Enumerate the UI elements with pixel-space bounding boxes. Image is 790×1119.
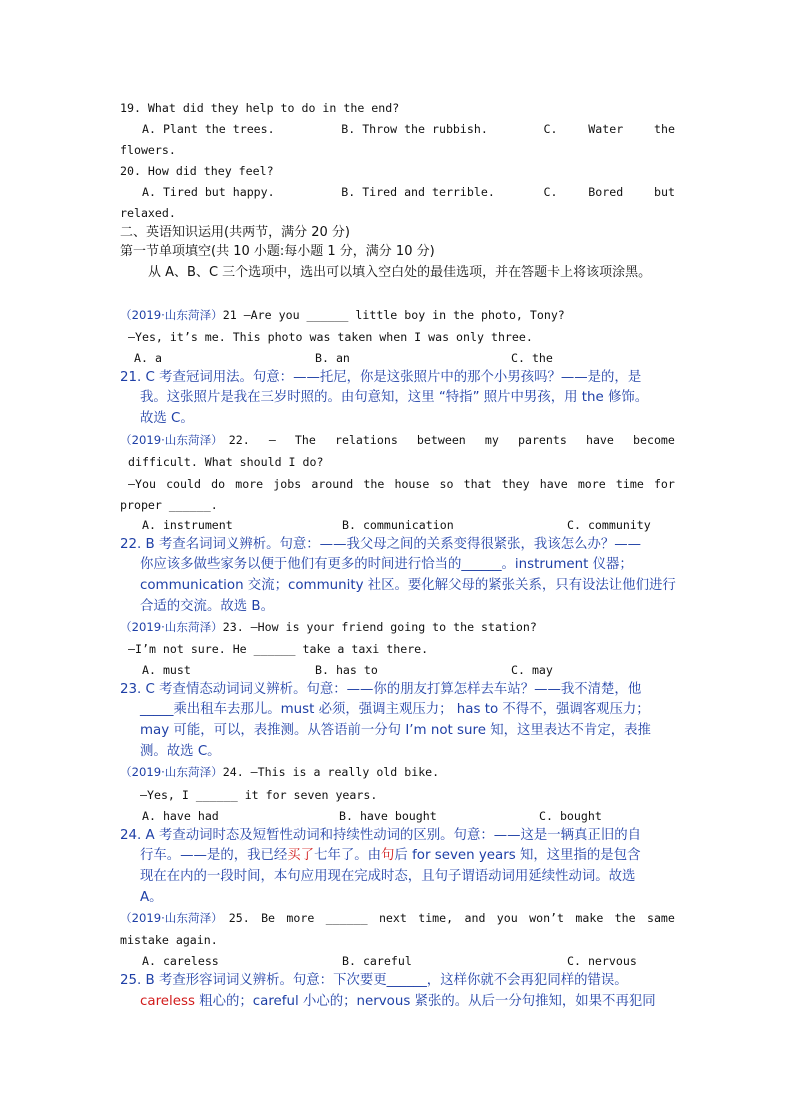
question-21-reply: —Yes, it’s me. This photo was taken when I was only three. [128, 330, 533, 344]
explanation-24-line3: 现在在内的一段时间，本句应用现在完成时态，且句子谓语动词用延续性动词。故选 [140, 869, 636, 884]
question-22-options [120, 516, 675, 534]
question-24-reply: —Yes, I ______ it for seven years. [140, 788, 378, 802]
source-tag: （2019·山东菏泽） [120, 911, 223, 925]
option-c: C. Bored but [543, 185, 675, 199]
question-25-options [120, 952, 675, 970]
source-tag: （2019·山东菏泽） [120, 620, 223, 634]
question-stem: 21 —Are you ______ little boy in the photo, Tony? [222, 308, 565, 322]
question-stem: 24. —This is a really old bike. [222, 765, 440, 779]
explanation-24-line2: 行车。——是的，我已经买了七年了。由句后 for seven years 知，这里指的是包含 [140, 848, 641, 863]
option-b: B. have bought [339, 809, 437, 823]
highlight-red: 句 [381, 848, 395, 863]
option-a: A. have had [142, 809, 219, 823]
question-stem: 25. Be more ______ next time, and you won’t make the same [228, 911, 675, 925]
question-stem: 23. —How is your friend going to the station? [222, 620, 537, 634]
explanation-21-line2: 我。这张照片是我在三岁时照的。由句意知，这里 “特指” 照片中男孩，用 the 修饰。 [140, 390, 649, 405]
question-21-options [134, 349, 689, 367]
option-b: B. careful [342, 954, 412, 968]
question-19: 19. What did they help to do in the end? [120, 101, 400, 115]
option-a: A. Plant the trees. [142, 122, 275, 136]
question-22 [120, 431, 675, 449]
question-22-reply-continued: proper ______. [120, 498, 218, 512]
question-stem: 22. — The relations between my parents have become [228, 433, 675, 447]
explanation-24-line1: 24. A 考查动词时态及短暂性动词和持续性动词的区别。句意：——这是一辆真正旧的自 [120, 828, 642, 843]
question-25 [120, 909, 675, 927]
question-20-options [120, 183, 675, 201]
option-a: A. careless [142, 954, 219, 968]
highlight-red: 买了 [287, 848, 315, 863]
source-tag: （2019·山东菏泽） [120, 765, 223, 779]
question-24 [120, 763, 675, 781]
question-23 [120, 618, 675, 636]
explanation-25-line1: 25. B 考查形容词词义辨析。句意：下次要更______，这样你就不会再犯同样的错误。 [120, 973, 628, 988]
source-tag: （2019·山东菏泽） [120, 308, 223, 322]
part-title: 第一节单项填空(共 10 小题:每小题 1 分，满分 10 分) [120, 244, 435, 259]
option-c-continued: relaxed. [120, 206, 176, 220]
explanation-23-line2: _____乘出租车去那儿。must 必须，强调主观压力； has to 不得不，强调客观压力； [140, 702, 650, 717]
question-24-options [142, 807, 697, 825]
option-c: C. Water the [543, 122, 675, 136]
instruction: 从 A、B、C 三个选项中，选出可以填入空白处的最佳选项，并在答题卡上将该项涂黑。 [148, 265, 652, 280]
option-b: B. Tired and terrible. [341, 185, 495, 199]
explanation-22-line3: communication 交流；community 社区。要化解父母的紧张关系，只有设法让他们进行 [140, 578, 676, 593]
highlight-red: careless [140, 994, 195, 1009]
question-21 [120, 306, 675, 324]
source-tag: （2019·山东菏泽） [120, 433, 223, 447]
option-c: C. bought [539, 809, 602, 823]
question-23-options [142, 661, 697, 679]
option-b: B. communication [342, 518, 454, 532]
explanation-22-line2: 你应该多做些家务以便于他们有更多的时间进行恰当的______。instrument 仪器； [140, 557, 633, 572]
option-c: C. the [511, 351, 553, 365]
question-19-options [120, 120, 675, 138]
option-c: C. may [511, 663, 553, 677]
question-22-reply: —You could do more jobs around the house so that they have more time for [128, 477, 675, 491]
explanation-22-line1: 22. B 考查名词词义辨析。句意：——我父母之间的关系变得很紧张，我该怎么办？—— [120, 537, 642, 552]
explanation-23-line4: 测。故选 C。 [140, 744, 221, 759]
explanation-21-line3: 故选 C。 [140, 411, 194, 426]
option-c-continued: flowers. [120, 143, 176, 157]
explanation-23-line3: may 可能，可以，表推测。从答语前一分句 I’m not sure 知，这里表达不肯定，表推 [140, 723, 651, 738]
option-b: B. has to [315, 663, 378, 677]
explanation-25-line2: careless 粗心的；careful 小心的；nervous 紧张的。从后一分句推知，如果不再犯同 [140, 994, 656, 1009]
explanation-21-line1: 21. C 考查冠词用法。句意：——托尼，你是这张照片中的那个小男孩吗？——是的，是 [120, 370, 642, 385]
option-c: C. nervous [567, 954, 637, 968]
explanation-22-line4: 合适的交流。故选 B。 [140, 599, 274, 614]
option-a: A. a [134, 351, 162, 365]
question-23-reply: —I’m not sure. He ______ take a taxi there. [128, 642, 429, 656]
option-a: A. instrument [142, 518, 233, 532]
option-b: B. an [315, 351, 350, 365]
question-22-stem-continued: difficult. What should I do? [128, 455, 324, 469]
option-a: A. Tired but happy. [142, 185, 275, 199]
option-c: C. community [567, 518, 651, 532]
explanation-23-line1: 23. C 考查情态动词词义辨析。句意：——你的朋友打算怎样去车站？——我不清楚，他 [120, 682, 642, 697]
option-a: A. must [142, 663, 191, 677]
question-20: 20. How did they feel? [120, 164, 274, 178]
explanation-24-line4: A。 [140, 890, 163, 905]
option-b: B. Throw the rubbish. [341, 122, 488, 136]
section-title: 二、英语知识运用(共两节，满分 20 分) [120, 225, 350, 240]
question-25-stem-continued: mistake again. [120, 933, 218, 947]
